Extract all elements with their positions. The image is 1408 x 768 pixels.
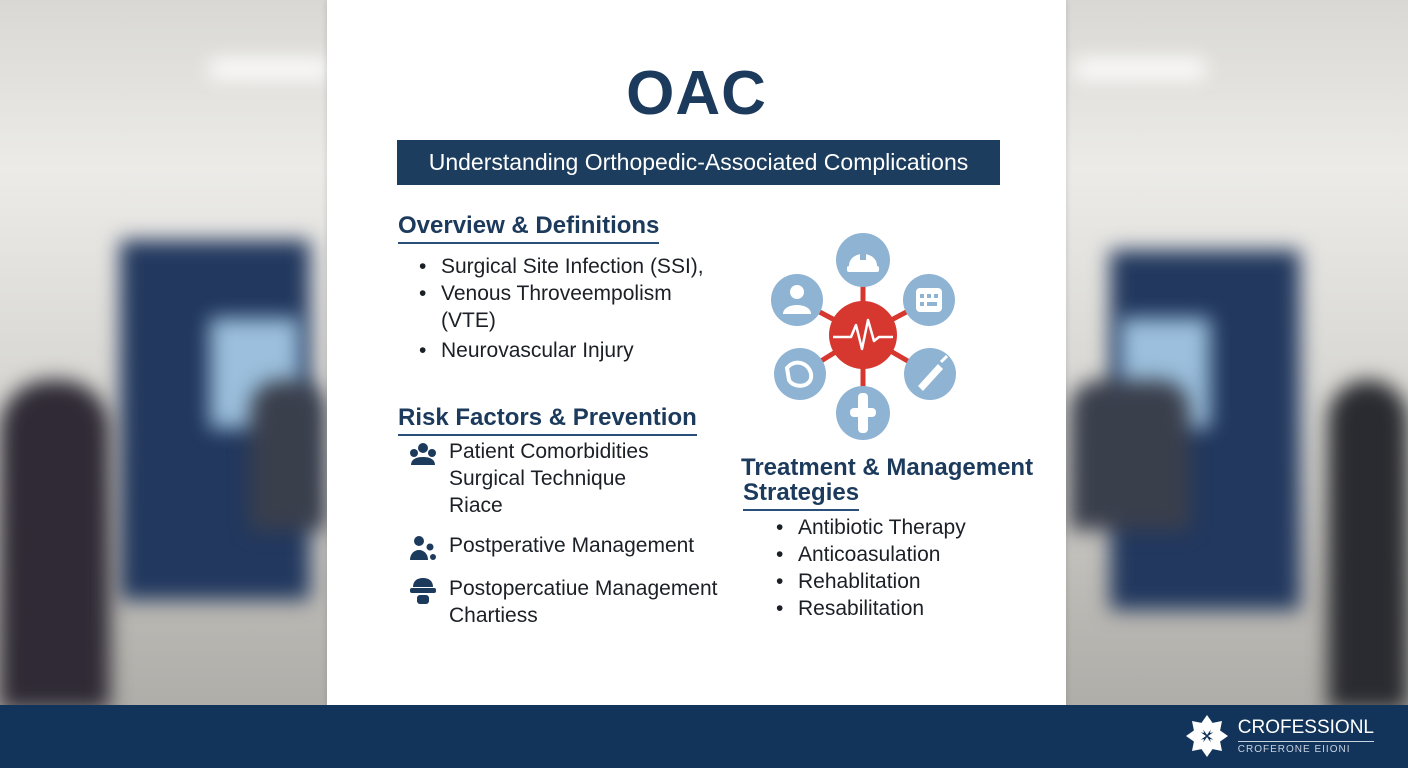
left-attendees — [250, 380, 325, 530]
overview-list — [413, 253, 704, 364]
list-item: • Neurovascular Injury — [413, 337, 704, 364]
footer-bar — [0, 705, 1408, 768]
risk-line: Patient Comorbidities — [449, 440, 649, 463]
risk-line: Chartiess — [449, 604, 538, 627]
calendar-icon — [903, 274, 955, 326]
right-attendees — [1070, 380, 1190, 530]
bandage-icon — [774, 348, 826, 400]
subtitle-banner: Understanding Orthopedic-Associated Complications — [397, 140, 1000, 185]
ceiling-light — [1075, 60, 1205, 78]
treatment-list — [770, 514, 966, 622]
poster-title: OAC — [626, 59, 767, 128]
poster — [327, 0, 1066, 705]
ceiling-light — [210, 60, 330, 78]
team-icon — [407, 532, 439, 564]
risk-item — [407, 575, 718, 629]
list-item: • Antibiotic Therapy — [770, 514, 966, 541]
treatment-heading-line2: Strategies — [743, 479, 859, 511]
risk-item — [407, 438, 649, 519]
patients-icon — [771, 274, 823, 326]
heartbeat-icon — [829, 301, 897, 369]
left-person-silhouette — [0, 380, 110, 710]
syringe-icon — [904, 348, 956, 400]
helmet-icon — [836, 233, 890, 287]
list-item: • Resabilitation — [770, 595, 966, 622]
risk-item — [407, 532, 694, 564]
brand-name: CROFESSIONL — [1237, 717, 1374, 738]
list-item: (VTE) — [441, 309, 496, 332]
risk-line: Riace — [449, 494, 503, 517]
risk-heading: Risk Factors & Prevention — [398, 404, 697, 436]
list-item: • Rehablitation — [770, 568, 966, 595]
list-item: • Surgical Site Infection (SSI), — [413, 253, 704, 280]
risk-line: Postopercatiue Management — [449, 577, 718, 600]
joint-icon — [836, 386, 890, 440]
complications-hub-diagram — [767, 228, 967, 448]
people-icon — [407, 438, 439, 470]
risk-line: Surgical Technique — [449, 467, 627, 490]
list-item: • Anticoasulation — [770, 541, 966, 568]
treatment-heading: Treatment & Management — [741, 454, 1034, 481]
risk-line: Postperative Management — [449, 534, 695, 557]
snowflake-logo-icon — [1184, 713, 1230, 759]
brand-tagline: CROFERONE EIIONI — [1238, 741, 1374, 755]
doctor-icon — [407, 575, 439, 607]
brand — [1184, 713, 1374, 759]
list-item: • Venous Throveempolism — [413, 280, 704, 307]
right-person-silhouette — [1328, 380, 1408, 710]
overview-heading: Overview & Definitions — [398, 212, 659, 244]
